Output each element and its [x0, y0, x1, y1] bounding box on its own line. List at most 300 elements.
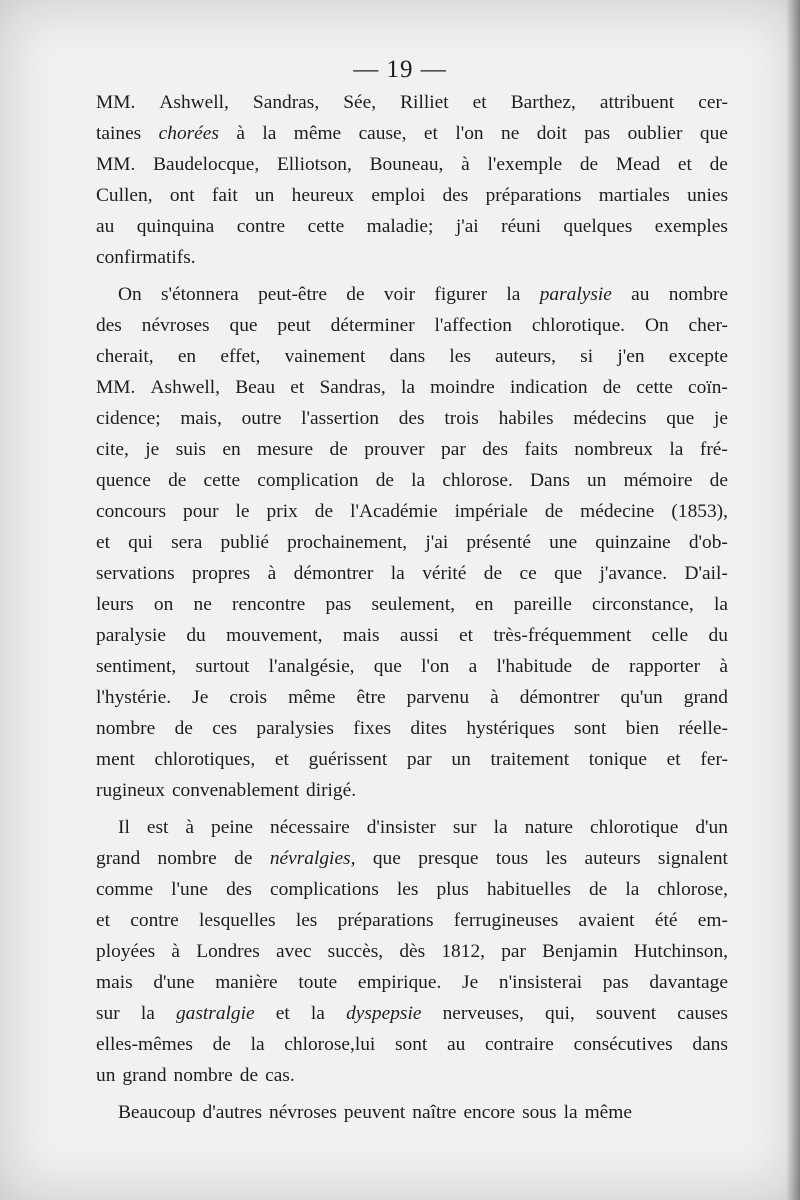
word: et — [666, 749, 681, 770]
word: que — [373, 656, 402, 677]
word: pareille — [513, 594, 572, 615]
text-line — [96, 713, 728, 744]
word: dès — [399, 941, 426, 962]
word: de — [579, 154, 599, 175]
word: Je — [462, 972, 479, 993]
word: la — [250, 1034, 265, 1055]
word: Sandras, — [252, 92, 320, 113]
word: Il — [118, 817, 130, 838]
word: médecins — [573, 408, 647, 429]
word: j'avance. — [599, 563, 668, 584]
word: de — [168, 470, 187, 491]
word: attribuent — [599, 92, 675, 113]
word: j'ai — [425, 532, 449, 553]
word: souvent — [595, 1003, 657, 1024]
word: leurs — [96, 594, 134, 615]
italic-word: paralysie — [539, 284, 612, 305]
word: je — [145, 439, 160, 460]
word: la — [140, 1003, 155, 1024]
word: celle — [651, 625, 689, 646]
word: la — [493, 817, 508, 838]
page-number: — 19 — — [353, 56, 447, 83]
word: un — [96, 1065, 116, 1086]
word: de — [174, 718, 193, 739]
text-line — [96, 465, 728, 496]
word: nombre — [96, 718, 156, 739]
word: peine — [211, 817, 254, 838]
text-line — [96, 589, 728, 620]
word: de — [234, 848, 253, 869]
word: complication — [257, 470, 359, 491]
word: de — [375, 470, 394, 491]
word: des — [482, 439, 509, 460]
word: comme — [96, 879, 154, 900]
word: et — [472, 92, 487, 113]
word: Bouneau, — [369, 154, 444, 175]
word: des — [226, 879, 252, 900]
text-line — [96, 874, 728, 905]
word: la — [625, 879, 640, 900]
text-line — [96, 87, 728, 118]
word: (1853), — [671, 501, 728, 522]
word: par — [406, 749, 432, 770]
word: servations — [96, 563, 175, 584]
word: est — [146, 817, 169, 838]
word: Elliotson, — [276, 154, 352, 175]
word: sur — [96, 1003, 120, 1024]
word: de — [602, 377, 622, 398]
word: elles-mêmes — [96, 1034, 193, 1055]
word: que — [554, 563, 583, 584]
word: parvenu — [406, 687, 470, 708]
word: taines — [96, 123, 142, 144]
word: de — [591, 656, 610, 677]
text-line — [96, 496, 728, 527]
word: dirigé. — [306, 780, 357, 801]
word: seulement, — [371, 594, 455, 615]
text-line — [96, 310, 728, 341]
text-line — [96, 1060, 728, 1091]
word: On — [644, 315, 669, 336]
word: que — [372, 848, 401, 869]
text-line — [96, 341, 728, 372]
word: la — [411, 470, 426, 491]
text-line — [96, 558, 728, 589]
word: la — [390, 563, 405, 584]
word: cer- — [698, 92, 728, 113]
word: un — [587, 470, 607, 491]
word: prouver — [364, 439, 425, 460]
word: Dans — [530, 470, 570, 491]
word: l'assertion — [301, 408, 379, 429]
word: médecine — [580, 501, 655, 522]
word: cette — [307, 216, 345, 237]
word: en — [475, 594, 494, 615]
word: peuvent — [343, 1102, 406, 1123]
word: les — [449, 346, 471, 367]
word: une — [549, 532, 578, 553]
word: Hutchinson, — [633, 941, 728, 962]
word: habituelles — [486, 879, 571, 900]
word: propres — [192, 563, 251, 584]
word: Ashwell, — [150, 377, 221, 398]
word: pas — [602, 972, 629, 993]
word: ne — [193, 594, 212, 615]
word: prochainement, — [287, 532, 408, 553]
word: dans — [389, 346, 426, 367]
word: à — [490, 687, 499, 708]
text-line — [96, 744, 728, 775]
word: quinzaine — [595, 532, 671, 553]
word: la — [506, 284, 521, 305]
word: les — [396, 879, 419, 900]
word: s'étonnera — [160, 284, 239, 305]
word: plus — [436, 879, 469, 900]
text-line — [96, 682, 728, 713]
text-line — [96, 812, 728, 843]
word: de — [239, 1065, 259, 1086]
text-line — [96, 434, 728, 465]
word: Benjamin — [542, 941, 618, 962]
word: manière — [215, 972, 278, 993]
text-line — [96, 527, 728, 558]
word: causes — [677, 1003, 728, 1024]
word: présenté — [466, 532, 531, 553]
word: confirmatifs. — [96, 247, 196, 268]
word: été — [654, 910, 678, 931]
word: dites — [410, 718, 447, 739]
word: figurer — [434, 284, 488, 305]
word: tonique — [588, 749, 647, 770]
word: prix — [266, 501, 298, 522]
word: Beaucoup — [118, 1102, 196, 1123]
word: des — [96, 315, 122, 336]
word: chlorose. — [442, 470, 513, 491]
word: sentiment, — [96, 656, 177, 677]
word: préparations — [485, 185, 582, 206]
word: traitement — [490, 749, 570, 770]
word: en — [177, 346, 197, 367]
word: même — [584, 1102, 632, 1123]
word: l'Académie — [350, 501, 438, 522]
word: la — [563, 1102, 578, 1123]
text-line — [96, 242, 728, 273]
word: unies — [687, 185, 728, 206]
word: surtout — [195, 656, 250, 677]
word: chlorotique. — [531, 315, 626, 336]
word: sont — [574, 718, 607, 739]
word: cite, — [96, 439, 129, 460]
word: du — [186, 625, 206, 646]
word: d'ob- — [688, 532, 728, 553]
word: emploi — [371, 185, 426, 206]
word: de — [212, 1034, 231, 1055]
word: si — [580, 346, 594, 367]
word: tous — [495, 848, 529, 869]
word: publié — [220, 532, 269, 553]
word: démontrer — [293, 563, 374, 584]
text-line — [96, 211, 728, 242]
word: Barthez, — [510, 92, 576, 113]
word: grand — [96, 848, 141, 869]
italic-word: gastralgie — [175, 1003, 255, 1024]
word: quence — [96, 470, 151, 491]
word: réelle- — [678, 718, 728, 739]
word: mémoire — [623, 470, 693, 491]
text-line — [96, 279, 728, 310]
text-line — [96, 620, 728, 651]
word: mais — [342, 625, 380, 646]
word: sur — [452, 817, 477, 838]
word: même — [288, 687, 336, 708]
word: un — [254, 185, 275, 206]
word: trois — [444, 408, 479, 429]
word: contre — [130, 910, 179, 931]
word: et — [96, 910, 110, 931]
word: D'ail- — [684, 563, 728, 584]
word: que — [666, 408, 695, 429]
word: Sée, — [343, 92, 377, 113]
word: vérité — [422, 563, 467, 584]
text-line — [96, 651, 728, 682]
word: nerveuses, — [442, 1003, 524, 1024]
word: cherait, — [96, 346, 154, 367]
word: l'affection — [434, 315, 512, 336]
word: davantage — [649, 972, 728, 993]
word: moindre — [430, 377, 495, 398]
word: cette — [203, 470, 241, 491]
word: et — [274, 749, 289, 770]
word: j'ai — [455, 216, 479, 237]
word: cidence; — [96, 408, 161, 429]
word: exemples — [654, 216, 728, 237]
word: névroses — [141, 315, 210, 336]
word: chlorose, — [657, 879, 728, 900]
word: de — [709, 470, 728, 491]
word: complications — [270, 879, 379, 900]
word: guérissent — [308, 749, 388, 770]
word: cas. — [265, 1065, 295, 1086]
word: du — [708, 625, 728, 646]
word: concours — [96, 501, 166, 522]
word: sous — [522, 1102, 557, 1123]
word: quinquina — [136, 216, 215, 237]
word: crois — [229, 687, 268, 708]
word: MM. — [96, 92, 136, 113]
word: préparations — [337, 910, 434, 931]
word: nombre — [157, 848, 217, 869]
word: l'on — [421, 656, 450, 677]
word: lesquelles — [199, 910, 276, 931]
word: l'on — [455, 123, 484, 144]
text-line — [96, 998, 728, 1029]
word: chlorose,lui — [284, 1034, 376, 1055]
word: habiles — [498, 408, 554, 429]
word: être — [356, 687, 386, 708]
word: de — [346, 284, 365, 305]
word: que — [229, 315, 258, 336]
word: auteurs, — [495, 346, 556, 367]
body-text — [96, 87, 728, 1128]
page-edge-shadow — [786, 0, 800, 1200]
text-line — [96, 1029, 728, 1060]
word: et — [423, 123, 438, 144]
text-line — [96, 905, 728, 936]
word: MM. — [96, 377, 136, 398]
word: la — [713, 594, 728, 615]
word: de — [544, 501, 564, 522]
word: avec — [275, 941, 312, 962]
word: hystériques — [466, 718, 555, 739]
word: qui, — [545, 1003, 575, 1024]
word: l'analgésie, — [268, 656, 355, 677]
text-line — [96, 180, 728, 211]
word: nombreux — [574, 439, 653, 460]
word: contraire — [485, 1034, 554, 1055]
word: les — [295, 910, 318, 931]
word: outre — [241, 408, 282, 429]
word: névroses — [269, 1102, 337, 1123]
word: vainement — [284, 346, 366, 367]
word: 1812, — [441, 941, 485, 962]
word: convenablement — [171, 780, 299, 801]
word: oublier — [627, 123, 683, 144]
word: un — [451, 749, 471, 770]
word: Rilliet — [400, 92, 449, 113]
word: mesure — [257, 439, 314, 460]
word: la — [669, 439, 684, 460]
word: nombre — [173, 1065, 233, 1086]
word: auteurs — [584, 848, 641, 869]
word: sont — [395, 1034, 428, 1055]
word: avaient — [578, 910, 635, 931]
word: démontrer — [519, 687, 600, 708]
word: chlorotique — [590, 817, 679, 838]
word: heureux — [291, 185, 355, 206]
word: Beau — [235, 377, 276, 398]
word: nature — [524, 817, 574, 838]
word: presque — [418, 848, 479, 869]
word: quelques — [563, 216, 633, 237]
word: grand — [683, 687, 728, 708]
word: Baudelocque, — [153, 154, 260, 175]
word: je — [714, 408, 728, 429]
word: par — [501, 941, 526, 962]
word: coïn- — [688, 377, 728, 398]
word: MM. — [96, 154, 136, 175]
italic-word: névralgies, — [269, 848, 356, 869]
word: cher- — [688, 315, 728, 336]
word: bien — [625, 718, 660, 739]
word: de — [329, 439, 348, 460]
word: impériale — [454, 501, 528, 522]
word: que — [699, 123, 728, 144]
text-line — [96, 372, 728, 403]
word: contre — [236, 216, 286, 237]
word: déterminer — [330, 315, 415, 336]
word: Ashwell, — [159, 92, 229, 113]
word: qui — [128, 532, 153, 553]
word: consécutives — [573, 1034, 673, 1055]
word: excepte — [668, 346, 728, 367]
word: et — [275, 1003, 290, 1024]
word: toute — [298, 972, 338, 993]
word: nécessaire — [270, 817, 350, 838]
word: fait — [211, 185, 238, 206]
word: n'insisterai — [498, 972, 583, 993]
word: suis — [175, 439, 206, 460]
word: la — [262, 123, 277, 144]
word: ne — [501, 123, 520, 144]
word: à — [267, 563, 277, 584]
word: empirique. — [357, 972, 442, 993]
word: des — [398, 408, 425, 429]
word: au — [96, 216, 115, 237]
word: qu'un — [620, 687, 663, 708]
word: sera — [171, 532, 203, 553]
word: en — [222, 439, 241, 460]
word: à — [719, 656, 728, 677]
word: peut-être — [258, 284, 327, 305]
word: et — [96, 532, 110, 553]
word: aussi — [399, 625, 439, 646]
word: d'insister — [366, 817, 436, 838]
text-line — [96, 936, 728, 967]
word: et — [290, 377, 305, 398]
word: des — [442, 185, 469, 206]
word: Mead — [615, 154, 661, 175]
word: grand — [122, 1065, 167, 1086]
word: ferrugineuses — [453, 910, 559, 931]
word: chlorotiques, — [154, 749, 256, 770]
word: paralysie — [96, 625, 166, 646]
word: indication — [509, 377, 588, 398]
word: encore — [463, 1102, 516, 1123]
word: voir — [383, 284, 416, 305]
word: rapporter — [628, 656, 701, 677]
word: au — [447, 1034, 466, 1055]
text-line — [96, 843, 728, 874]
word: à — [236, 123, 245, 144]
text-line — [96, 1097, 728, 1128]
word: à — [171, 941, 181, 962]
word: faits — [524, 439, 558, 460]
word: et — [677, 154, 692, 175]
word: très-fréquemment — [493, 625, 632, 646]
word: par — [441, 439, 466, 460]
word: l'une — [171, 879, 209, 900]
word: de — [314, 501, 334, 522]
word: effet, — [220, 346, 261, 367]
word: on — [153, 594, 174, 615]
word: le — [235, 501, 250, 522]
word: cause, — [358, 123, 407, 144]
word: a — [468, 656, 478, 677]
word: la — [310, 1003, 325, 1024]
word: em- — [697, 910, 728, 931]
word: doit — [536, 123, 567, 144]
word: succès, — [327, 941, 384, 962]
word: les — [545, 848, 568, 869]
word: mouvement, — [226, 625, 323, 646]
italic-word: dyspepsie — [346, 1003, 422, 1024]
word: l'habitude — [496, 656, 573, 677]
word: mais — [96, 972, 133, 993]
word: à — [461, 154, 470, 175]
word: fer- — [700, 749, 728, 770]
word: signalent — [657, 848, 728, 869]
word: Cullen, — [96, 185, 153, 206]
